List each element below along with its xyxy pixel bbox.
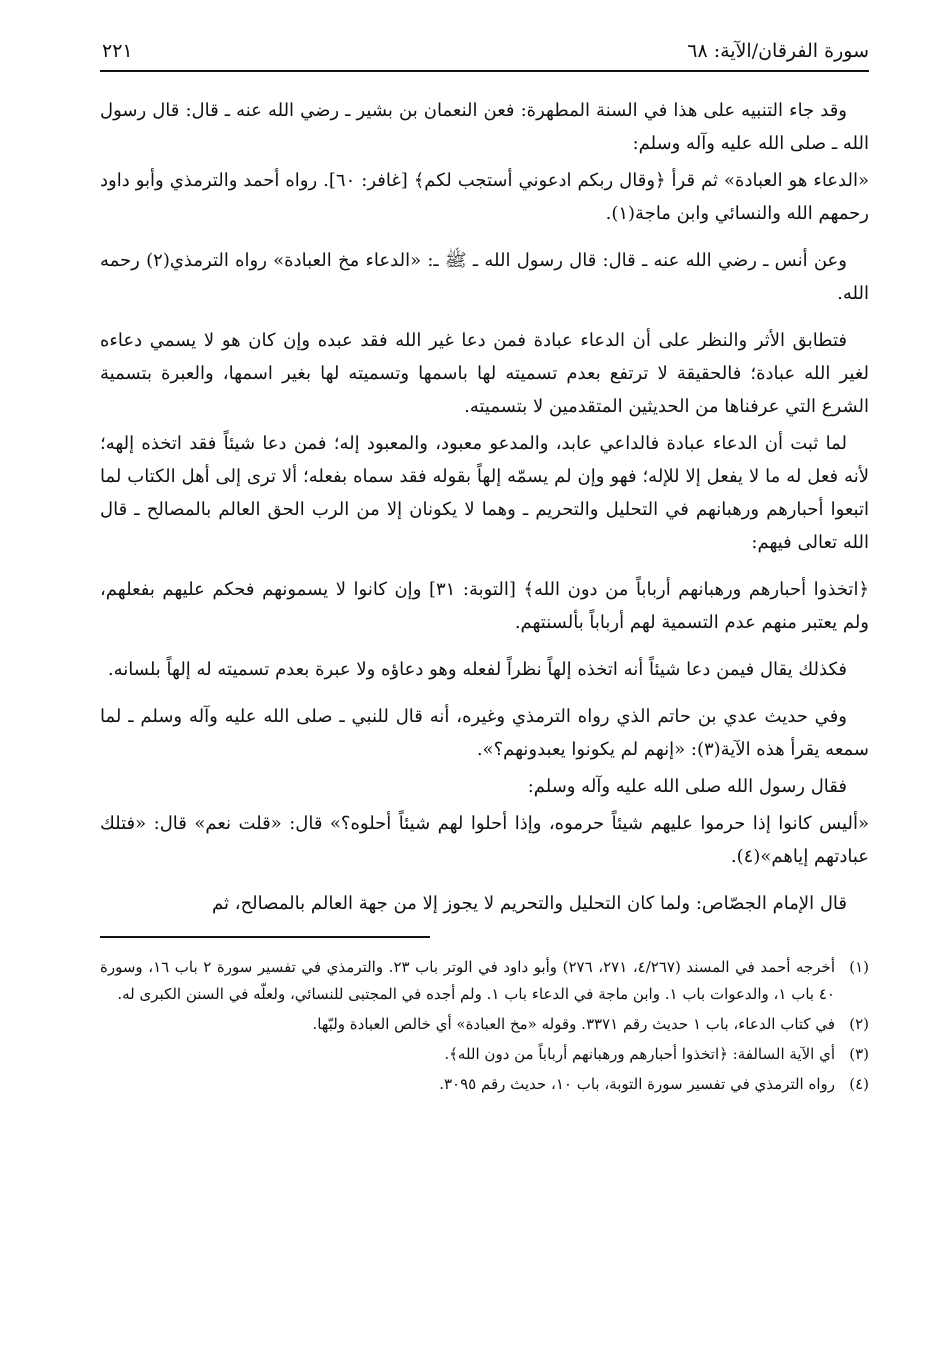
paragraph: لما ثبت أن الدعاء عبادة فالداعي عابد، والمدعو معبود، والمعبود إله؛ فمن دعا شيئاً فقد اتخذه إلهه؛ لأنه فعل له ما لا يفعل إلا للإله؛ فهو وإن لم يسمّه إلهاً بقوله فقد سماه بفعله؛ ألا ترى إلى أهل الكتاب لما اتبعوا أحبارهم ورهبانهم في التحليل والتحريم ـ وهما لا يكونان إلا من الرب الحق العالم بالمصالح ـ قال الله تعالى فيهم: <box>100 433 869 553</box>
footnote-text: أخرجه أحمد في المسند (٤/٢٦٧، ٢٧١، ٢٧٦) وأبو داود في الوتر باب ٢٣. والترمذي في تفسير سورة ٢ باب ١٦، وسورة ٤٠ باب ١، والدعوات باب ١. وابن ماجة في الدعاء باب ١. ولم أجده في المجتبى للنسائي، ولعلّه في السنن الكبرى له. <box>100 958 835 1003</box>
body-text <box>100 94 869 920</box>
quran-quote: ﴿اتخذوا أحبارهم ورهبانهم أرباباً من دون الله﴾ [التوبة: ٣١] وإن كانوا لا يسمونهم فحكم عليهم بفعلهم، ولم يعتبر منهم عدم التسمية لهم أرباباً بألسنتهم. <box>100 579 869 633</box>
paragraph: وقد جاء التنبيه على هذا في السنة المطهرة: فعن النعمان بن بشير ـ رضي الله عنه ـ قال: قال رسول الله ـ صلى الله عليه وآله وسلم: <box>100 100 869 154</box>
footnote <box>100 1011 869 1038</box>
paragraph: فكذلك يقال فيمن دعا شيئاً أنه اتخذه إلهاً نظراً لفعله وهو دعاؤه ولا عبرة بعدم تسميته له إلهاً بلسانه. <box>107 659 847 680</box>
running-header <box>100 36 869 72</box>
footnote-number: (١) <box>849 958 869 976</box>
page-number: ٢٢١ <box>102 40 133 62</box>
footnote <box>100 1071 869 1098</box>
paragraph: وفي حديث عدي بن حاتم الذي رواه الترمذي وغيره، أنه قال للنبي ـ صلى الله عليه وآله وسلم ـ لما سمعه يقرأ هذه الآية(٣): «إنهم لم يكونوا يعبدونهم؟». <box>100 706 869 760</box>
footnote <box>100 1041 869 1068</box>
footnote <box>100 954 869 1008</box>
paragraph: فقال رسول الله صلى الله عليه وآله وسلم: <box>527 776 847 797</box>
paragraph: وعن أنس ـ رضي الله عنه ـ قال: قال رسول الله ـ ﷺ ـ: «الدعاء مخ العبادة» رواه الترمذي(٢) رحمه الله. <box>100 250 869 304</box>
footnote-number: (٤) <box>849 1075 869 1093</box>
footnote-text: رواه الترمذي في تفسير سورة التوبة، باب ١٠، حديث رقم ٣٠٩٥. <box>439 1075 835 1093</box>
hadith-quote: «الدعاء هو العبادة» ثم قرأ ﴿وقال ربكم ادعوني أستجب لكم﴾ [غافر: ٦٠]. رواه أحمد والترمذي وأبو داود رحمهم الله والنسائي وابن ماجة(١). <box>100 170 869 224</box>
paragraph: قال الإمام الجصّاص: ولما كان التحليل والتحريم لا يجوز إلا من جهة العالم بالمصالح، ثم <box>212 893 847 914</box>
footnote-divider <box>100 936 430 938</box>
footnote-text: في كتاب الدعاء، باب ١ حديث رقم ٣٣٧١. وقوله «مخ العبادة» أي خالص العبادة ولبّها. <box>312 1015 835 1033</box>
footnote-text: أي الآية السالفة: ﴿اتخذوا أحبارهم ورهبانهم أرباباً من دون الله﴾. <box>444 1045 835 1063</box>
footnote-number: (٢) <box>849 1015 869 1033</box>
footnotes <box>100 954 869 1098</box>
footnote-number: (٣) <box>849 1045 869 1063</box>
header-title: سورة الفرقان/الآية: ٦٨ <box>687 40 869 62</box>
hadith-quote: «أليس كانوا إذا حرموا عليهم شيئاً حرموه، وإذا أحلوا لهم شيئاً أحلوه؟» قال: «قلت نعم» قال: «فتلك عبادتهم إياهم»(٤). <box>100 813 869 867</box>
paragraph: فتطابق الأثر والنظر على أن الدعاء عبادة فمن دعا غير الله فقد عبده وإن كان هو لا يسمي دعاءه لغير الله عبادة؛ فالحقيقة لا ترتفع بعدم تسميته لها باسمها وتسميته لها بغير اسمها، والعبرة بتسمية الشرع التي عرفناها من الحديثين المتقدمين لا بتسميته. <box>100 330 869 417</box>
book-page <box>100 36 869 1327</box>
